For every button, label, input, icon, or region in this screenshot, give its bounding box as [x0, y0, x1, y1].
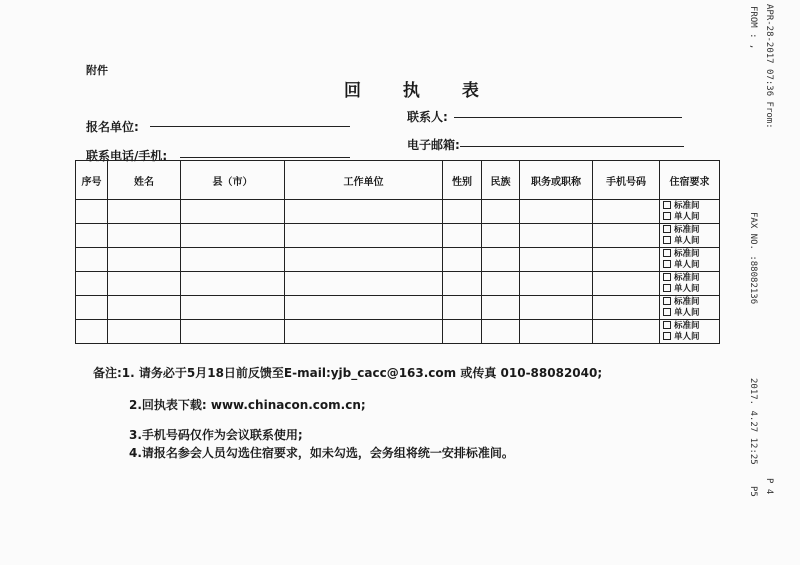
table-cell[interactable] [520, 224, 593, 248]
table-cell[interactable] [108, 248, 181, 272]
accommodation-option[interactable] [663, 236, 719, 247]
accommodation-label: 标准间 [674, 320, 700, 331]
table-cell[interactable] [520, 272, 593, 296]
email-field[interactable] [460, 146, 684, 147]
accommodation-option[interactable] [663, 201, 719, 212]
accommodation-label: 标准间 [674, 224, 700, 235]
checkbox-icon[interactable] [663, 249, 671, 257]
phone-field[interactable] [180, 157, 350, 158]
col-header: 手机号码 [593, 161, 660, 200]
table-cell[interactable] [593, 272, 660, 296]
table-cell[interactable] [181, 296, 285, 320]
table-cell[interactable] [76, 200, 108, 224]
table-cell[interactable] [593, 248, 660, 272]
fax-from-header: APR-28-2017 07:36 From: [764, 4, 774, 129]
unit-label: 报名单位: [86, 120, 139, 134]
table-cell[interactable] [482, 200, 520, 224]
checkbox-icon[interactable] [663, 284, 671, 292]
accommodation-label: 标准间 [674, 200, 700, 211]
accommodation-cell [660, 248, 720, 272]
table-cell[interactable] [108, 272, 181, 296]
table-cell[interactable] [76, 296, 108, 320]
table-cell[interactable] [482, 248, 520, 272]
table-cell[interactable] [285, 296, 443, 320]
table-cell[interactable] [181, 248, 285, 272]
checkbox-icon[interactable] [663, 308, 671, 316]
accommodation-option[interactable] [663, 225, 719, 236]
accommodation-option[interactable] [663, 284, 719, 295]
contact-field[interactable] [454, 117, 682, 118]
table-cell[interactable] [108, 200, 181, 224]
table-cell[interactable] [482, 296, 520, 320]
accommodation-cell [660, 272, 720, 296]
accommodation-label: 单人间 [674, 283, 700, 294]
fax-p5: P5 [748, 486, 758, 497]
table-cell[interactable] [108, 296, 181, 320]
col-header: 姓名 [108, 161, 181, 200]
table-cell[interactable] [443, 296, 482, 320]
table-cell[interactable] [285, 248, 443, 272]
checkbox-icon[interactable] [663, 297, 671, 305]
table-row [76, 272, 720, 296]
page-title: 回 执 表 [344, 81, 497, 101]
table-cell[interactable] [108, 224, 181, 248]
table-cell[interactable] [520, 248, 593, 272]
contact-label: 联系人: [407, 110, 448, 124]
table-cell[interactable] [285, 224, 443, 248]
accommodation-option[interactable] [663, 321, 719, 332]
table-cell[interactable] [285, 200, 443, 224]
checkbox-icon[interactable] [663, 236, 671, 244]
table-cell[interactable] [443, 248, 482, 272]
table-cell[interactable] [520, 320, 593, 344]
col-header: 性别 [443, 161, 482, 200]
table-body [76, 200, 720, 344]
checkbox-icon[interactable] [663, 321, 671, 329]
table-row [76, 320, 720, 344]
accommodation-label: 标准间 [674, 248, 700, 259]
accommodation-option[interactable] [663, 332, 719, 343]
checkbox-icon[interactable] [663, 212, 671, 220]
table-cell[interactable] [482, 224, 520, 248]
table-cell[interactable] [443, 272, 482, 296]
accommodation-cell [660, 224, 720, 248]
table-row [76, 248, 720, 272]
col-header: 住宿要求 [660, 161, 720, 200]
accommodation-label: 单人间 [674, 235, 700, 246]
accommodation-option[interactable] [663, 260, 719, 271]
accommodation-cell [660, 320, 720, 344]
fax-date: 2017. 4.27 12:25 [748, 378, 758, 465]
note-1: 备注:1. 请务必于5月18日前反馈至E-mail:yjb_cacc@163.com 或传真 010-88082040; [93, 366, 603, 380]
table-cell[interactable] [181, 320, 285, 344]
table-cell[interactable] [285, 272, 443, 296]
note-3: 3.手机号码仅作为会议联系使用; [129, 428, 303, 442]
checkbox-icon[interactable] [663, 225, 671, 233]
accommodation-cell [660, 296, 720, 320]
table-row [76, 296, 720, 320]
table-cell[interactable] [443, 200, 482, 224]
table-cell[interactable] [593, 224, 660, 248]
accommodation-label: 单人间 [674, 259, 700, 270]
fax-from-label: FROM : , [748, 6, 758, 50]
table-cell[interactable] [443, 320, 482, 344]
email-label: 电子邮箱: [407, 138, 460, 152]
table-cell[interactable] [593, 200, 660, 224]
col-header: 序号 [76, 161, 108, 200]
table-cell[interactable] [76, 248, 108, 272]
table-cell[interactable] [76, 320, 108, 344]
accommodation-label: 标准间 [674, 296, 700, 307]
note-4: 4.请报名参会人员勾选住宿要求，如未勾选，会务组将统一安排标准间。 [129, 446, 514, 460]
accommodation-option[interactable] [663, 273, 719, 284]
accommodation-label: 标准间 [674, 272, 700, 283]
checkbox-icon[interactable] [663, 201, 671, 209]
table-cell[interactable] [520, 200, 593, 224]
table-cell[interactable] [593, 320, 660, 344]
fax-page-number: P 4 [764, 478, 774, 495]
checkbox-icon[interactable] [663, 260, 671, 268]
accommodation-option[interactable] [663, 308, 719, 319]
accommodation-label: 单人间 [674, 211, 700, 222]
table-cell[interactable] [520, 296, 593, 320]
table-cell[interactable] [181, 272, 285, 296]
accommodation-label: 单人间 [674, 307, 700, 318]
attachment-label: 附件 [86, 64, 108, 77]
table-cell[interactable] [593, 296, 660, 320]
table-cell[interactable] [76, 224, 108, 248]
table-cell[interactable] [482, 272, 520, 296]
col-header: 县（市） [181, 161, 285, 200]
note-2: 2.回执表下载: www.chinacon.com.cn; [129, 398, 366, 412]
registration-table [75, 160, 720, 344]
table-cell[interactable] [482, 320, 520, 344]
accommodation-label: 单人间 [674, 331, 700, 342]
phone-label: 联系电话/手机: [86, 149, 168, 163]
accommodation-cell [660, 200, 720, 224]
table-row [76, 200, 720, 224]
table-header-row [76, 161, 720, 200]
table-cell[interactable] [181, 200, 285, 224]
accommodation-option[interactable] [663, 297, 719, 308]
table-cell[interactable] [443, 224, 482, 248]
table-cell[interactable] [108, 320, 181, 344]
col-header: 职务或职称 [520, 161, 593, 200]
unit-field[interactable] [150, 126, 350, 127]
checkbox-icon[interactable] [663, 332, 671, 340]
col-header: 工作单位 [285, 161, 443, 200]
fax-number: FAX NO. :88082136 [748, 212, 758, 305]
col-header: 民族 [482, 161, 520, 200]
table-cell[interactable] [181, 224, 285, 248]
checkbox-icon[interactable] [663, 273, 671, 281]
table-cell[interactable] [285, 320, 443, 344]
accommodation-option[interactable] [663, 212, 719, 223]
table-cell[interactable] [76, 272, 108, 296]
accommodation-option[interactable] [663, 249, 719, 260]
table-row [76, 224, 720, 248]
